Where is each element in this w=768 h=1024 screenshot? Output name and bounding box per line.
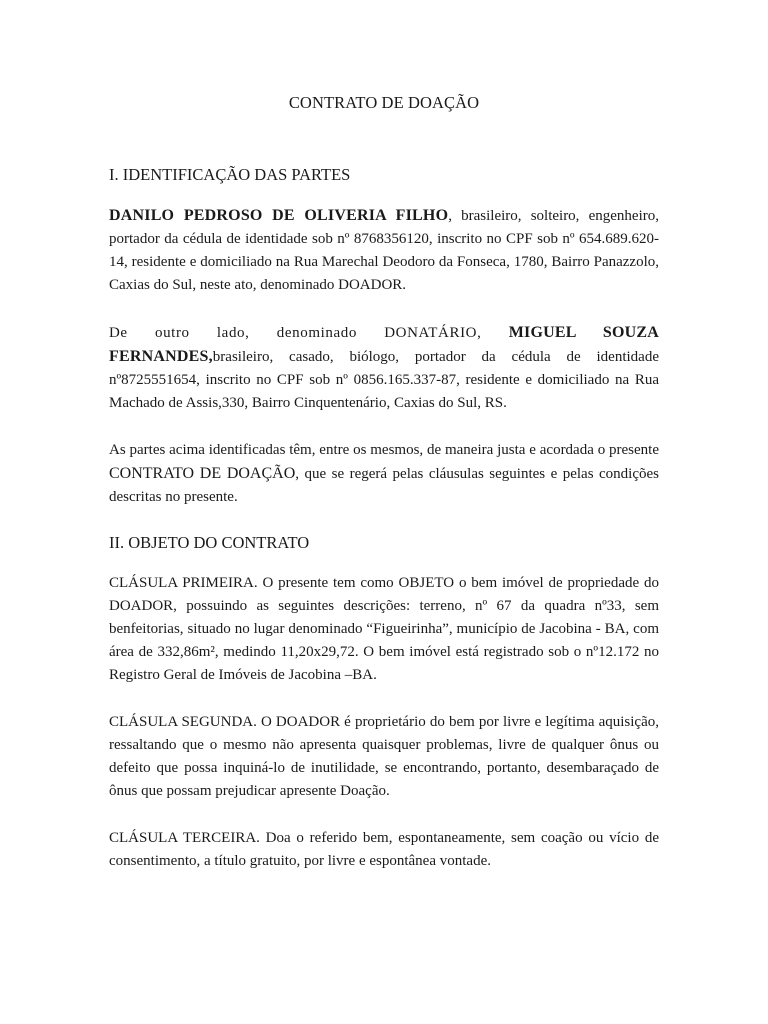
contract-name: CONTRATO DE DOAÇÃO bbox=[109, 465, 296, 482]
agreement-text-after: , que se regerá pelas cláusulas seguintes e pelas condições descritas no presente. bbox=[109, 466, 660, 505]
clause-second: CLÁSULA SEGUNDA. O DOADOR é proprietário do bem por livre e legítima aquisição, ressaltando que o mesmo não apresenta quaisquer problemas, livre de qualquer ônus ou defeito que possa inquiná-lo de inutilidade, se encontrando, portanto, desembaraçado de ônus que possam prejudicar apresente Doação. bbox=[109, 714, 659, 799]
party-donor-paragraph bbox=[109, 204, 659, 297]
donee-intro: De outro lado, denominado DONATÁRIO, bbox=[109, 325, 509, 341]
section-heading-identification: I. IDENTIFICAÇÃO DAS PARTES bbox=[109, 165, 351, 184]
donee-details: brasileiro, casado, biólogo, portador da cédula de identidade nº8725551654, inscrito no CPF sob nº 0856.165.337-87, residente e domiciliado na Rua Machado de Assis,330, Bairro Cinquentenário, Caxias do Sul, RS. bbox=[109, 349, 659, 411]
document-title: CONTRATO DE DOAÇÃO bbox=[288, 93, 480, 112]
agreement-paragraph bbox=[109, 439, 659, 509]
section-heading-object: II. OBJETO DO CONTRATO bbox=[109, 533, 310, 552]
clause-third: CLÁSULA TERCEIRA. Doa o referido bem, espontaneamente, sem coação ou vício de consentimento, a título gratuito, por livre e espontânea vontade. bbox=[109, 830, 659, 869]
party-donee-paragraph bbox=[109, 321, 659, 415]
document-page bbox=[109, 93, 659, 897]
donor-details: , brasileiro, solteiro, engenheiro, portador da cédula de identidade sob nº 8768356120, inscrito no CPF sob nº 654.689.620-14, residente e domiciliado na Rua Marechal Deodoro da Fonseca, 1780, Bairro Panazzolo, Caxias do Sul, neste ato, denominado DOADOR. bbox=[109, 208, 659, 293]
donee-name: MIGUEL SOUZA FERNANDES, bbox=[109, 324, 659, 365]
clause-first: CLÁSULA PRIMEIRA. O presente tem como OBJETO o bem imóvel de propriedade do DOADOR, possuindo as seguintes descrições: terreno, nº 67 da quadra nº33, sem benfeitorias, situado no lugar denominado “Figueirinha”, município de Jacobina - BA, com área de 332,86m², medindo 11,20x29,72. O bem imóvel está registrado sob o nº12.172 no Registro Geral de Imóveis de Jacobina –BA. bbox=[109, 575, 659, 683]
donor-name: DANILO PEDROSO DE OLIVERIA FILHO bbox=[109, 207, 449, 224]
agreement-text-before: As partes acima identificadas têm, entre os mesmos, de maneira justa e acordada o presente bbox=[109, 442, 659, 458]
